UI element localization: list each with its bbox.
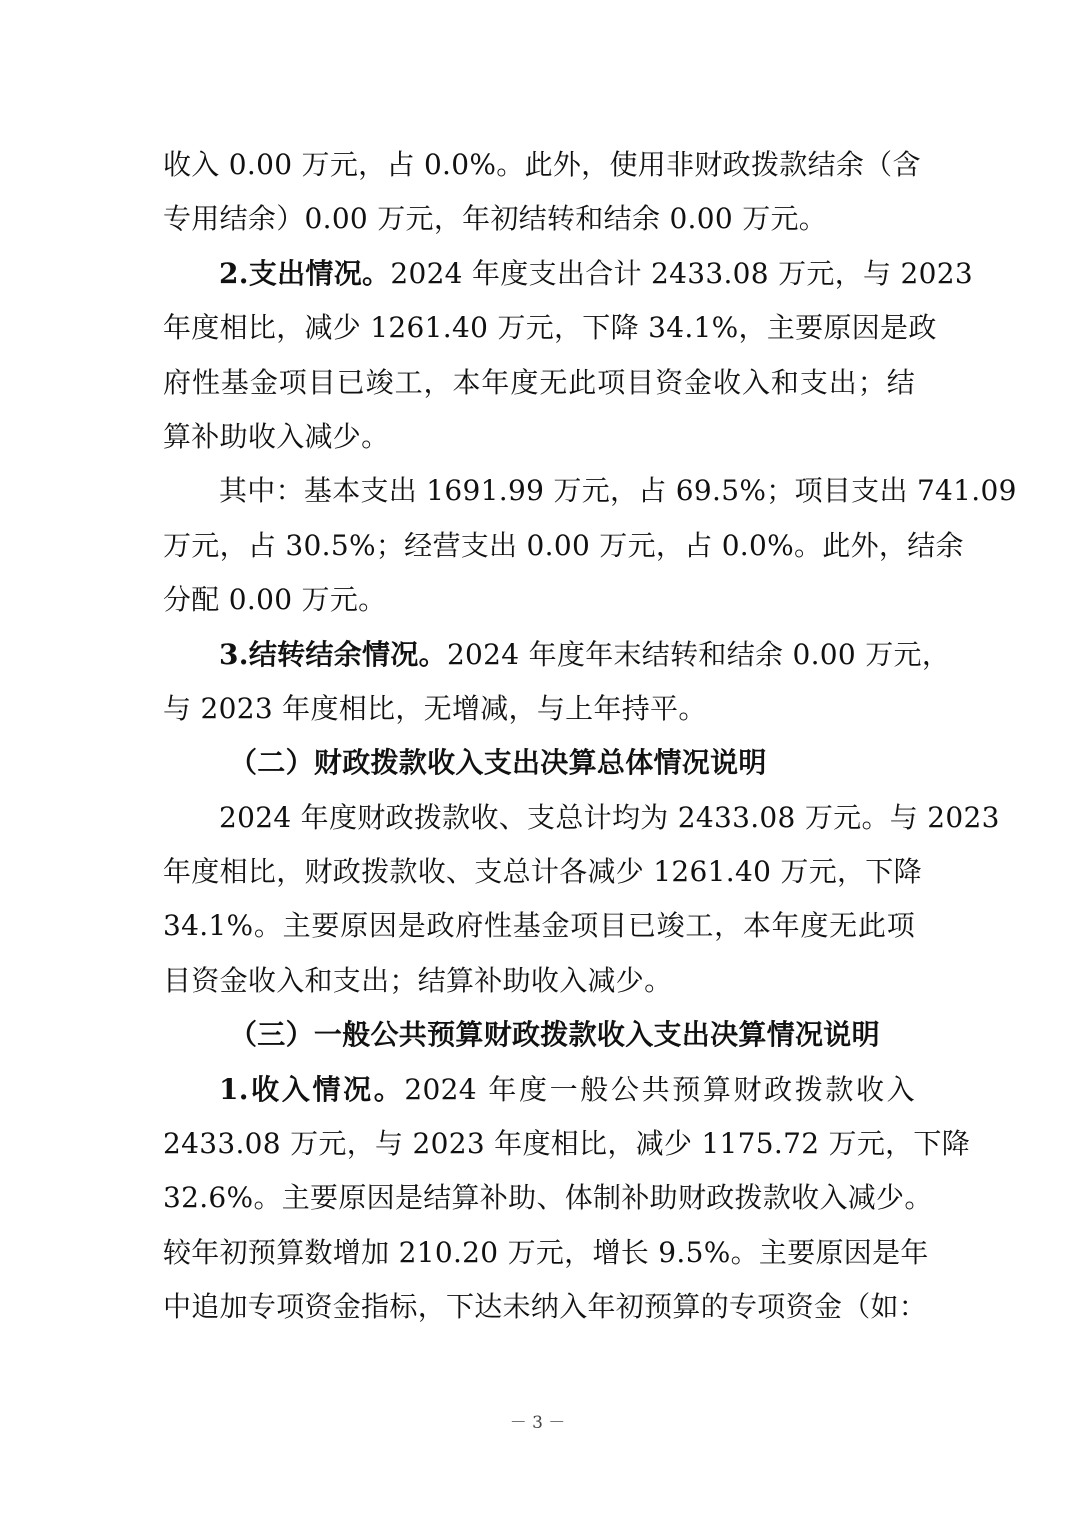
text-line: 府性基金项目已竣工，本年度无此项目资金收入和支出；结 [163,365,915,399]
section-heading: （二）财政拨款收入支出决算总体情况说明 [229,746,767,780]
text-line [163,247,973,301]
text-line: 算补助收入减少。 [163,419,390,453]
section-label: 3.结转结余情况。 [219,637,447,671]
text-line: 收入 0.00 万元，占 0.0%。此外，使用非财政拨款结余（含 [163,148,921,181]
page-number: － 3 － [509,1413,566,1433]
text-line: 与 2023 年度相比，无增减，与上年持平。 [163,691,707,725]
text-line: 其中：基本支出 1691.99 万元，占 69.5%；项目支出 741.09 [219,474,1017,508]
text-line: 分配 0.00 万元。 [163,583,387,617]
text-line: 年度相比，减少 1261.40 万元，下降 34.1%，主要原因是政 [163,311,937,345]
section-label: 2.支出情况。 [219,256,391,290]
text-line: 目资金收入和支出；结算补助收入减少。 [163,963,673,997]
text-line: 2433.08 万元，与 2023 年度相比，减少 1175.72 万元，下降 [163,1127,971,1161]
text-line: 32.6%。主要原因是结算补助、体制补助财政拨款收入减少。 [163,1181,933,1215]
text-line: 万元，占 30.5%；经营支出 0.00 万元，占 0.0%。此外，结余 [163,528,964,562]
text-line [163,1063,915,1117]
text-segment: 2024 年度一般公共预算财政拨款收入 [404,1072,915,1106]
document-body [163,138,1017,1335]
text-line: 较年初预算数增加 210.20 万元，增长 9.5%。主要原因是年 [163,1235,929,1269]
text-line: 年度相比，财政拨款收、支总计各减少 1261.40 万元，下降 [163,855,922,889]
text-line: 专用结余）0.00 万元，年初结转和结余 0.00 万元。 [163,202,828,236]
text-line: 中追加专项资金指标，下达未纳入年初预算的专项资金（如： [163,1290,928,1324]
text-segment: 2024 年度支出合计 2433.08 万元，与 2023 [390,256,973,290]
text-line: 2024 年度财政拨款收、支总计均为 2433.08 万元。与 2023 [219,800,1000,834]
section-label: 1.收入情况。 [219,1072,405,1106]
text-line [163,628,951,682]
section-heading: （三）一般公共预算财政拨款收入支出决算情况说明 [229,1018,880,1052]
text-line: 34.1%。主要原因是政府性基金项目已竣工，本年度无此项 [163,909,915,943]
text-segment: 2024 年度年末结转和结余 0.00 万元， [446,637,951,671]
